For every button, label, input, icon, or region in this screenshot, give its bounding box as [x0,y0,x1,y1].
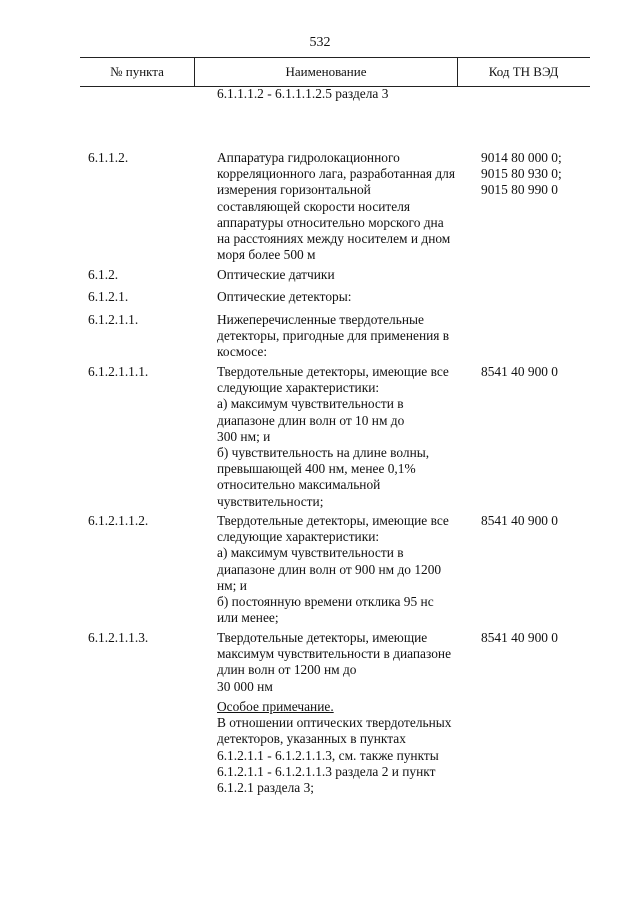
special-note-line: 6.1.2.1.1 - 6.1.2.1.1.3 раздела 2 и пункт [217,763,436,779]
special-note-line: детекторов, указанных в пунктах [217,731,406,747]
item-name-line: относительно максимальной [217,477,381,493]
special-note-body [217,699,477,796]
item-name-line: превышающей 400 нм, менее 0,1% [217,461,416,477]
item-name-line: Аппаратура гидролокационного [217,150,400,165]
item-name [217,267,477,283]
item-code-line: 8541 40 900 0 [481,364,558,379]
continuation-text: 6.1.1.1.2 - 6.1.1.1.2.5 раздела 3 [217,86,389,101]
item-name-line: Твердотельные детекторы, имеющие все [217,364,449,379]
item-name-line: диапазоне длин волн от 900 нм до 1200 [217,561,442,577]
special-note-line: 6.1.2.1 раздела 3; [217,780,315,796]
item-code-line: 8541 40 900 0 [481,630,558,645]
item-name-line: на расстояниях между носителем и дном [217,231,451,247]
header-number-column: № пункта [110,64,164,79]
item-name-line: диапазоне длин волн от 10 нм до [217,412,405,428]
item-name-line: следующие характеристики: [217,529,380,545]
item-code-line: 9015 80 990 0 [481,182,558,198]
item-number: 6.1.2.1.1.2. [88,513,149,528]
item-name-line: аппаратуры относительно морского дна [217,214,444,230]
item-number: 6.1.2.1.1.3. [88,630,149,645]
item-name-line: детекторы, пригодные для применения в [217,328,450,344]
item-name-line: измерения горизонтальной [217,182,371,198]
special-note-line: В отношении оптических твердотельных [217,715,452,731]
item-name-line: длин волн от 1200 нм до [217,662,357,678]
header-name-column: Наименование [194,58,458,86]
header-code-column: Код ТН ВЭД [488,64,559,79]
item-name [217,312,477,361]
item-name-line: Твердотельные детекторы, имеющие [217,630,428,645]
item-code-line: 8541 40 900 0 [481,513,558,528]
item-name [217,513,477,626]
item-name-line: следующие характеристики: [217,380,380,396]
item-name-line: Оптические датчики [217,267,335,282]
item-name-line: 30 000 нм [217,678,273,694]
item-name-line: б) постоянную времени отклика 95 нс [217,594,434,610]
item-name-line: составляющей скорости носителя [217,198,411,214]
item-code [481,150,591,199]
item-code-line: 9014 80 000 0; [481,150,562,165]
item-name-line: а) максимум чувствительности в [217,396,404,412]
item-name-line: б) чувствительность на длине волны, [217,445,430,461]
item-number: 6.1.1.2. [88,150,129,165]
special-note-line: 6.1.2.1.1 - 6.1.2.1.1.3, см. также пункты [217,747,439,763]
item-name-line: корреляционного лага, разработанная для [217,166,456,182]
item-code [481,364,591,380]
special-note-title: Особое примечание. [217,699,334,714]
item-name-line: космосе: [217,344,268,360]
item-name-line: Оптические детекторы: [217,289,352,304]
item-name [217,150,477,263]
item-name-line: максимум чувствительности в диапазоне [217,646,452,662]
item-name-line: моря более 500 м [217,247,316,263]
item-number: 6.1.2. [88,267,119,282]
item-number: 6.1.2.1.1.1. [88,364,149,379]
item-name-line: 300 нм; и [217,428,271,444]
table-header [80,57,590,87]
item-name-line: Твердотельные детекторы, имеющие все [217,513,449,528]
item-name-line: а) максимум чувствительности в [217,545,404,561]
item-number: 6.1.2.1. [88,289,129,304]
item-name-line: или менее; [217,610,279,626]
item-name [217,364,477,510]
item-code-line: 9015 80 930 0; [481,166,562,182]
item-name [217,289,477,305]
item-name-line: чувствительности; [217,493,324,509]
item-code [481,513,591,529]
item-name [217,630,477,695]
item-name-line: нм; и [217,577,247,593]
page-number: 532 [309,35,331,50]
item-number: 6.1.2.1.1. [88,312,139,327]
item-code [481,630,591,646]
item-name-line: Нижеперечисленные твердотельные [217,312,424,327]
